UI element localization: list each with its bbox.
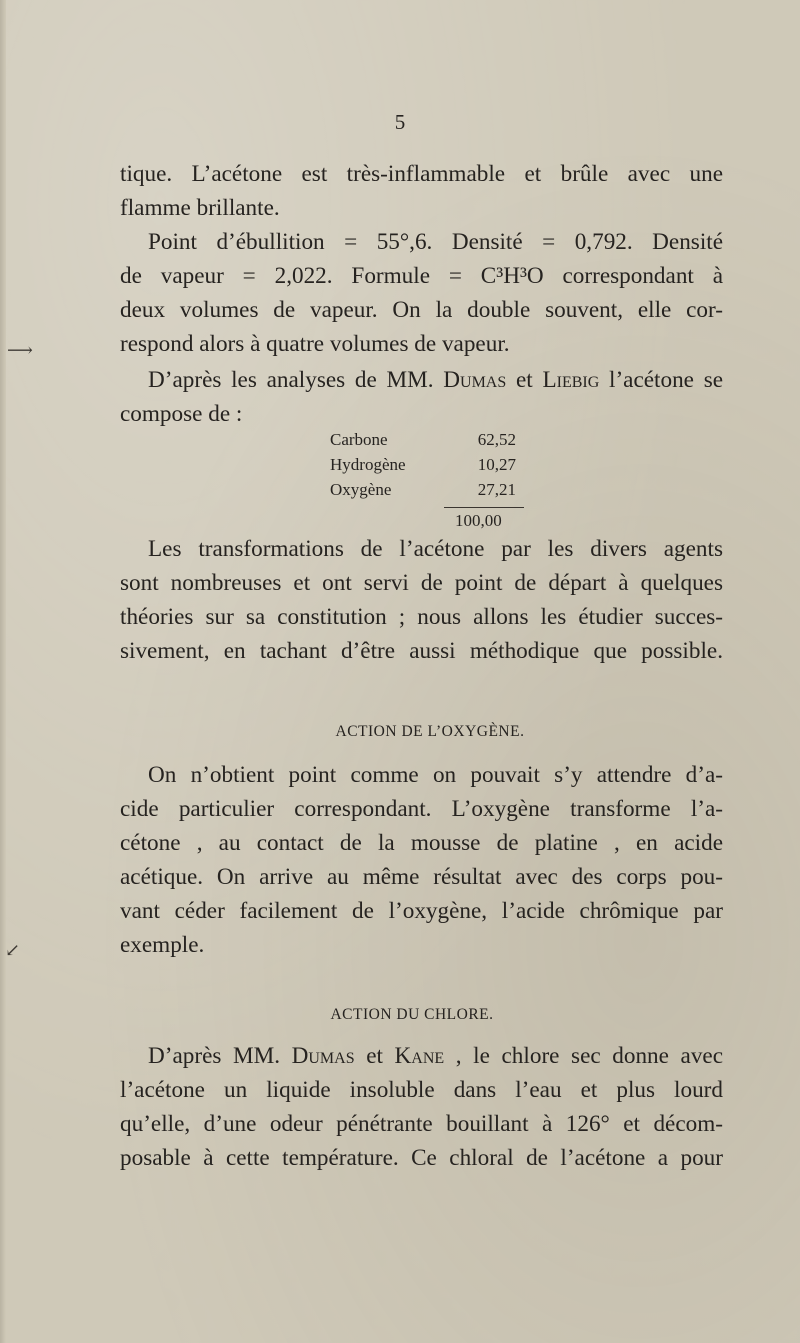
composition-total: 100,00 <box>455 511 502 530</box>
text-fragment: D’après les analyses de MM. <box>148 367 444 393</box>
text-line: tique. L’acétone est très-inflammable et brûle avec une <box>120 161 723 187</box>
text-line: cide particulier correspondant. L’oxygène transforme l’a- <box>120 796 723 822</box>
element-percentage: 62,52 <box>477 430 516 449</box>
text-fragment: , le chlore sec donne avec <box>444 1043 723 1069</box>
page-number: 5 <box>394 110 406 134</box>
text-line: deux volumes de vapeur. On la double souvent, elle cor- <box>120 297 723 323</box>
text-fragment: et <box>506 367 543 393</box>
text-line: sont nombreuses et ont servi de point de départ à quelques <box>120 570 723 596</box>
text-line: acétique. On arrive au même résultat avec des corps pou- <box>120 864 723 890</box>
paragraph-transformations <box>120 532 723 668</box>
text-line: qu’elle, d’une odeur pénétrante bouillant à 126° et décom- <box>120 1111 723 1137</box>
composition-table <box>330 427 530 502</box>
composition-row <box>330 427 530 452</box>
text-fragment: et <box>354 1043 395 1069</box>
sum-rule <box>444 507 524 508</box>
paragraph-continuation <box>120 157 723 225</box>
text-fragment: D’après MM. <box>148 1043 292 1069</box>
text-line: On n’obtient point comme on pouvait s’y attendre d’a- <box>148 762 723 788</box>
margin-ink-mark: ↙ <box>5 940 21 960</box>
composition-row <box>330 477 530 502</box>
author-name: Dumas <box>291 1043 355 1069</box>
author-name: Kane <box>394 1043 445 1069</box>
text-line: exemple. <box>120 932 205 958</box>
text-line: l’acétone un liquide insoluble dans l’eau et plus lourd <box>120 1077 723 1103</box>
text-line: sivement, en tachant d’être aussi méthodique que possible. <box>120 638 723 664</box>
element-percentage: 27,21 <box>477 480 516 499</box>
text-line: respond alors à quatre volumes de vapeur. <box>120 331 510 357</box>
text-line: posable à cette température. Ce chloral de l’acétone a pour <box>120 1145 723 1171</box>
author-name: Liebig <box>542 367 600 393</box>
margin-arrow-mark: ⟶ <box>7 340 33 360</box>
text-line <box>120 363 723 397</box>
element-name: Hydrogène <box>330 455 406 474</box>
element-name: Oxygène <box>330 480 392 499</box>
text-line: compose de : <box>120 401 243 427</box>
text-line: Point d’ébullition = 55°,6. Densité = 0,792. Densité <box>148 229 723 255</box>
page-edge <box>0 0 6 1343</box>
text-line <box>120 1039 723 1073</box>
text-line: de vapeur = 2,022. Formule = C³H³O correspondant à <box>120 263 723 289</box>
section-heading-oxygen: ACTION DE L’OXYGÈNE. <box>335 723 525 740</box>
author-name: Dumas <box>443 367 507 393</box>
paragraph-chlorine <box>120 1039 723 1175</box>
composition-row <box>330 452 530 477</box>
text-line: Les transformations de l’acétone par les divers agents <box>148 536 723 562</box>
section-heading-chlorine: ACTION DU CHLORE. <box>330 1006 494 1023</box>
text-fragment: l’acétone se <box>599 367 724 393</box>
text-line: flamme brillante. <box>120 195 280 221</box>
paragraph-oxygen <box>120 758 723 962</box>
element-name: Carbone <box>330 430 388 449</box>
text-line: cétone , au contact de la mousse de platine , en acide <box>120 830 723 856</box>
paragraph-properties <box>120 225 723 361</box>
text-line: vant céder facilement de l’oxygène, l’acide chrômique par <box>120 898 723 924</box>
paragraph-analyses <box>120 363 723 431</box>
element-percentage: 10,27 <box>477 455 516 474</box>
text-line: théories sur sa constitution ; nous allons les étudier succes- <box>120 604 723 630</box>
